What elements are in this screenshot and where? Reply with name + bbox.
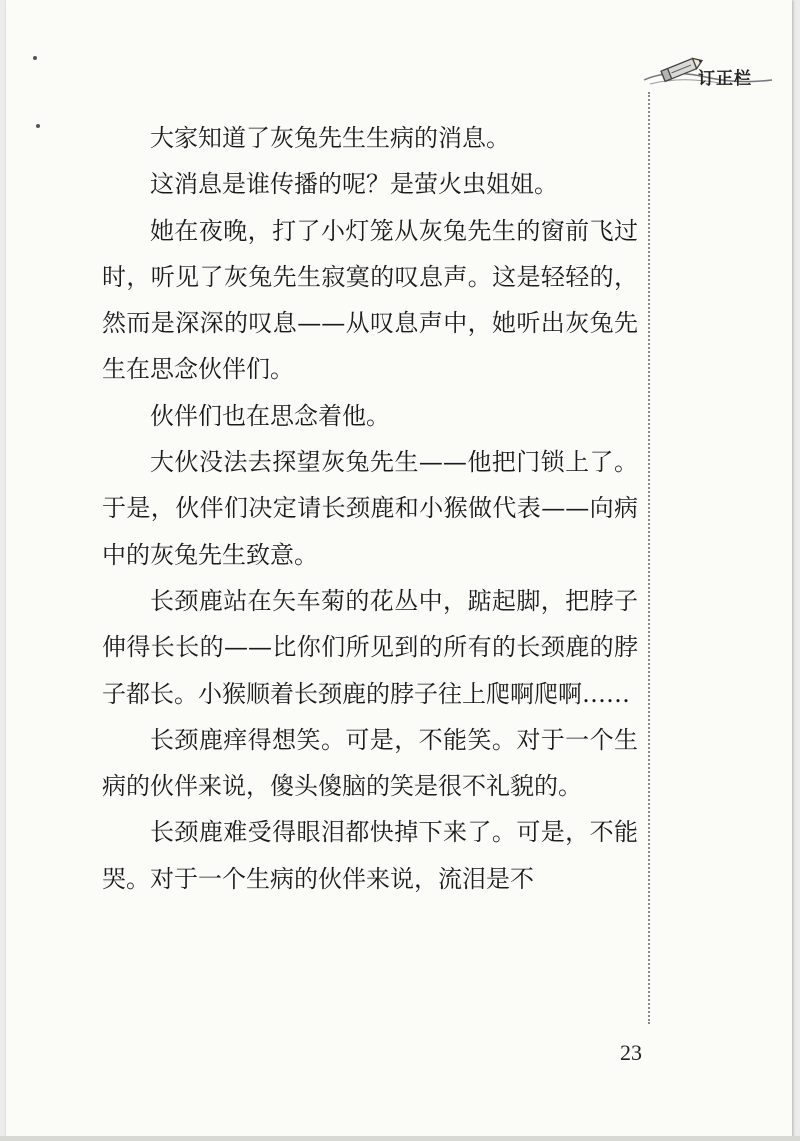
binding-mark: [36, 124, 40, 128]
correction-column-header: [640, 50, 780, 90]
paragraph: 长颈鹿难受得眼泪都快掉下来了。可是，不能哭。对于一个生病的伙伴来说，流泪是不: [102, 818, 638, 893]
paragraph: 大伙没法去探望灰兔先生——他把门锁上了。于是，伙伴们决定请长颈鹿和小猴做代表——向病中的灰兔先生致意。: [102, 448, 638, 569]
binding-mark: [33, 56, 37, 60]
paragraph: 长颈鹿站在矢车菊的花丛中，踮起脚，把脖子伸得长长的——比你们所见到的所有的长颈鹿的脖子都长。小猴顺着长颈鹿的脖子往上爬啊爬啊……: [102, 586, 638, 708]
correction-column-label: 订正栏: [698, 69, 752, 89]
paragraph: 她在夜晚，打了小灯笼从灰兔先生的窗前飞过时，听见了灰兔先生寂寞的叹息声。这是轻轻的，然而是深深的叹息——从叹息声中，她听出灰兔先生在思念伙伴们。: [102, 216, 638, 384]
paragraph: 长颈鹿痒得想笑。可是，不能笑。对于一个生病的伙伴来说，傻头傻脑的笑是很不礼貌的。: [102, 725, 638, 801]
margin-divider: [648, 92, 650, 1024]
page-bottom-edge: [0, 1136, 800, 1141]
story-text: [102, 115, 638, 902]
page-number: 23: [620, 1040, 642, 1065]
paragraph: 这消息是谁传播的呢？是萤火虫姐姐。: [150, 170, 558, 199]
paragraph: 伙伴们也在思念着他。: [150, 401, 390, 430]
paragraph: 大家知道了灰兔先生生病的消息。: [150, 124, 510, 152]
